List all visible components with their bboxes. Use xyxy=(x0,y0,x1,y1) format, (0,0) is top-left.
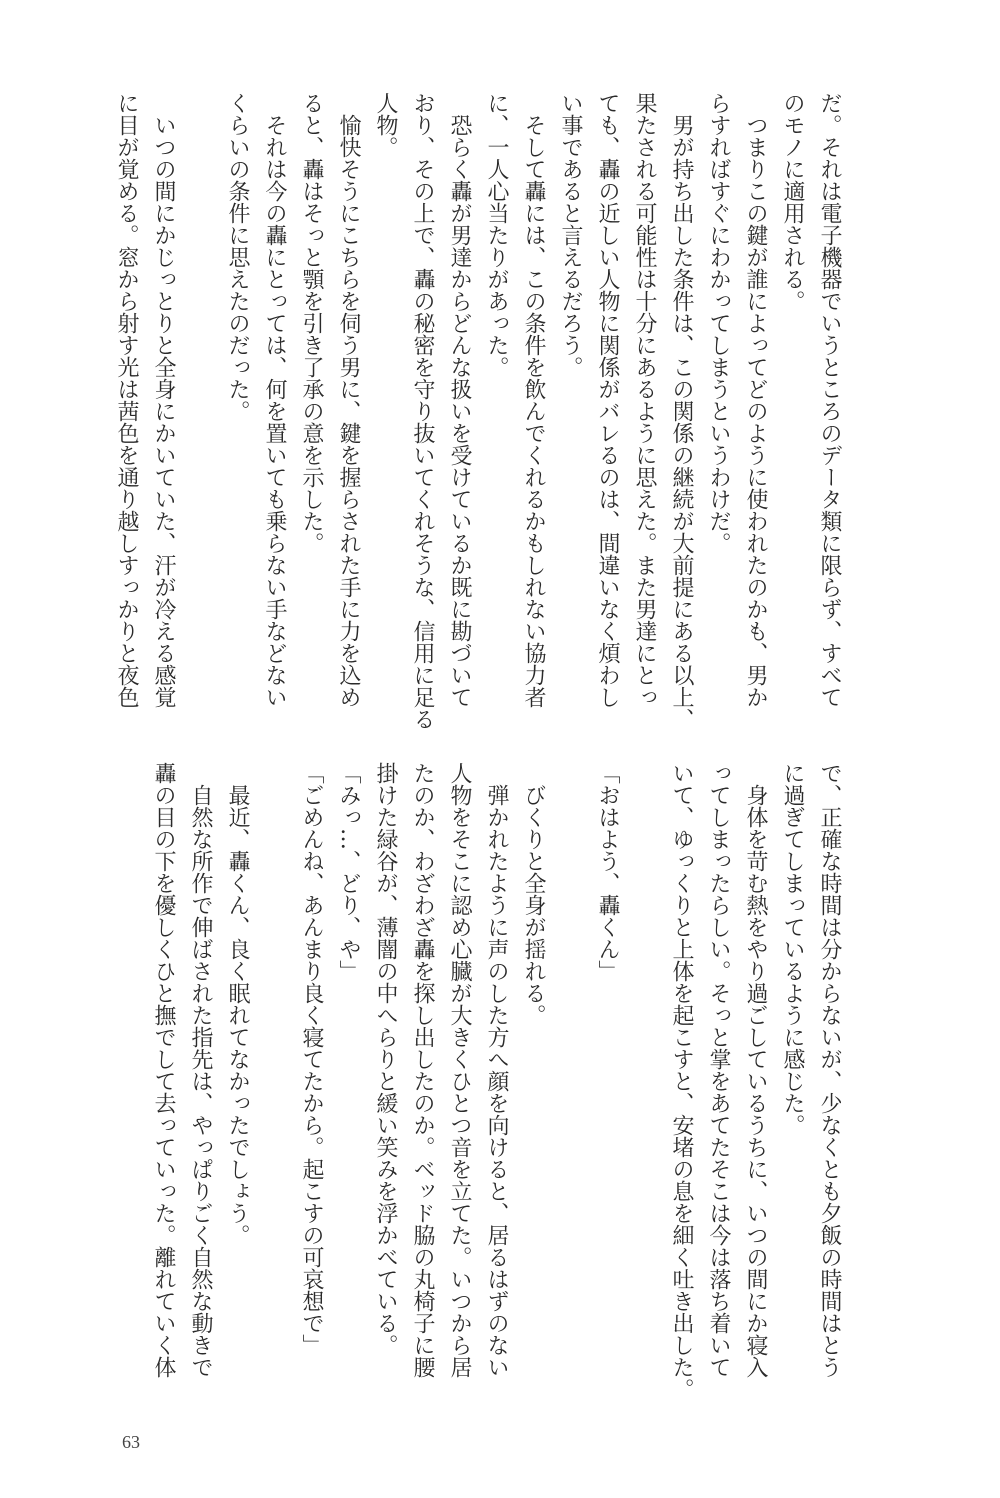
text-line: 身体を苛む熱をやり過ごしているうちに、いつの間にか寝入 xyxy=(743,762,768,1378)
text-line: 愉快そうにこちらを伺う男に、鍵を握らされた手に力を込め xyxy=(336,92,361,708)
text-line: に目が覚める。窓から射す光は茜色を通り越しすっかりと夜色 xyxy=(114,92,139,708)
text-line: に、一人心当たりがあった。 xyxy=(484,92,509,378)
text-line: い事であると言えるだろう。 xyxy=(558,92,583,378)
text-line: ってしまったらしい。そっと掌をあてたそこは今は落ち着いて xyxy=(706,762,731,1378)
text-line: 人物をそこに認め心臓が大きくひとつ音を立てた。いつから居 xyxy=(447,762,472,1378)
text-line: らすればすぐにわかってしまうというわけだ。 xyxy=(706,92,731,554)
text-line: 男が持ち出した条件は、この関係の継続が大前提にある以上、 xyxy=(669,92,694,730)
text-line: 「みっ…、どり、や」 xyxy=(336,762,361,982)
text-line: くらいの条件に思えたのだった。 xyxy=(225,92,250,422)
text-line xyxy=(256,762,293,1422)
text-line: 掛けた緑谷が、薄闇の中へらりと緩い笑みを浮かべている。 xyxy=(373,762,398,1356)
text-line: ると、轟はそっと顎を引き了承の意を示した。 xyxy=(299,92,324,554)
text-line: に過ぎてしまっているように感じた。 xyxy=(780,762,805,1136)
text-line: いつの間にかじっとりと全身にかいていた、汗が冷える感覚 xyxy=(151,92,176,708)
text-line: ても、轟の近しい人物に関係がバレるのは、間違いなく煩わし xyxy=(595,92,620,708)
text-line: 最近、轟くん、良く眠れてなかったでしょう。 xyxy=(225,762,250,1246)
text-line: 轟の目の下を優しくひと撫でして去っていった。離れていく体 xyxy=(151,762,176,1378)
page-number: 63 xyxy=(122,1432,140,1452)
text-line: いて、ゆっくりと上体を起こすと、安堵の息を細く吐き出した。 xyxy=(669,762,694,1400)
text-line: それは今の轟にとっては、何を置いても乗らない手などない xyxy=(262,92,287,708)
text-line: 自然な所作で伸ばされた指先は、やっぱりごく自然な動きで xyxy=(188,762,213,1378)
text-line: だ。それは電子機器でいうところのデータ類に限らず、すべて xyxy=(817,92,842,708)
text-line: で、正確な時間は分からないが、少なくとも夕飯の時間はとう xyxy=(817,762,842,1378)
text-line xyxy=(182,92,219,752)
text-line xyxy=(626,762,663,1422)
text-line: 恐らく轟が男達からどんな扱いを受けているか既に勘づいて xyxy=(447,92,472,708)
text-line: そして轟には、この条件を飲んでくれるかもしれない協力者 xyxy=(521,92,546,708)
text-block-top xyxy=(108,92,848,752)
text-line: 「おはよう、轟くん」 xyxy=(595,762,620,982)
text-line: 弾かれたように声のした方へ顔を向けると、居るはずのない xyxy=(484,762,509,1378)
text-block-bottom xyxy=(108,762,848,1422)
text-line: つまりこの鍵が誰によってどのように使われたのかも、男か xyxy=(743,92,768,708)
text-line xyxy=(552,762,589,1422)
text-line: びくりと全身が揺れる。 xyxy=(521,762,546,1026)
text-line: 「ごめんね、あんまり良く寝てたから。起こすの可哀想で」 xyxy=(299,762,324,1356)
text-line: おり、その上で、轟の秘密を守り抜いてくれそうな、信用に足る xyxy=(410,92,435,730)
text-line: たのか、わざわざ轟を探し出したのか。ベッド脇の丸椅子に腰 xyxy=(410,762,435,1378)
text-line: 人物。 xyxy=(373,92,398,158)
text-line: 果たされる可能性は十分にあるように思えた。また男達にとっ xyxy=(632,92,657,708)
text-line: のモノに適用される。 xyxy=(780,92,805,312)
